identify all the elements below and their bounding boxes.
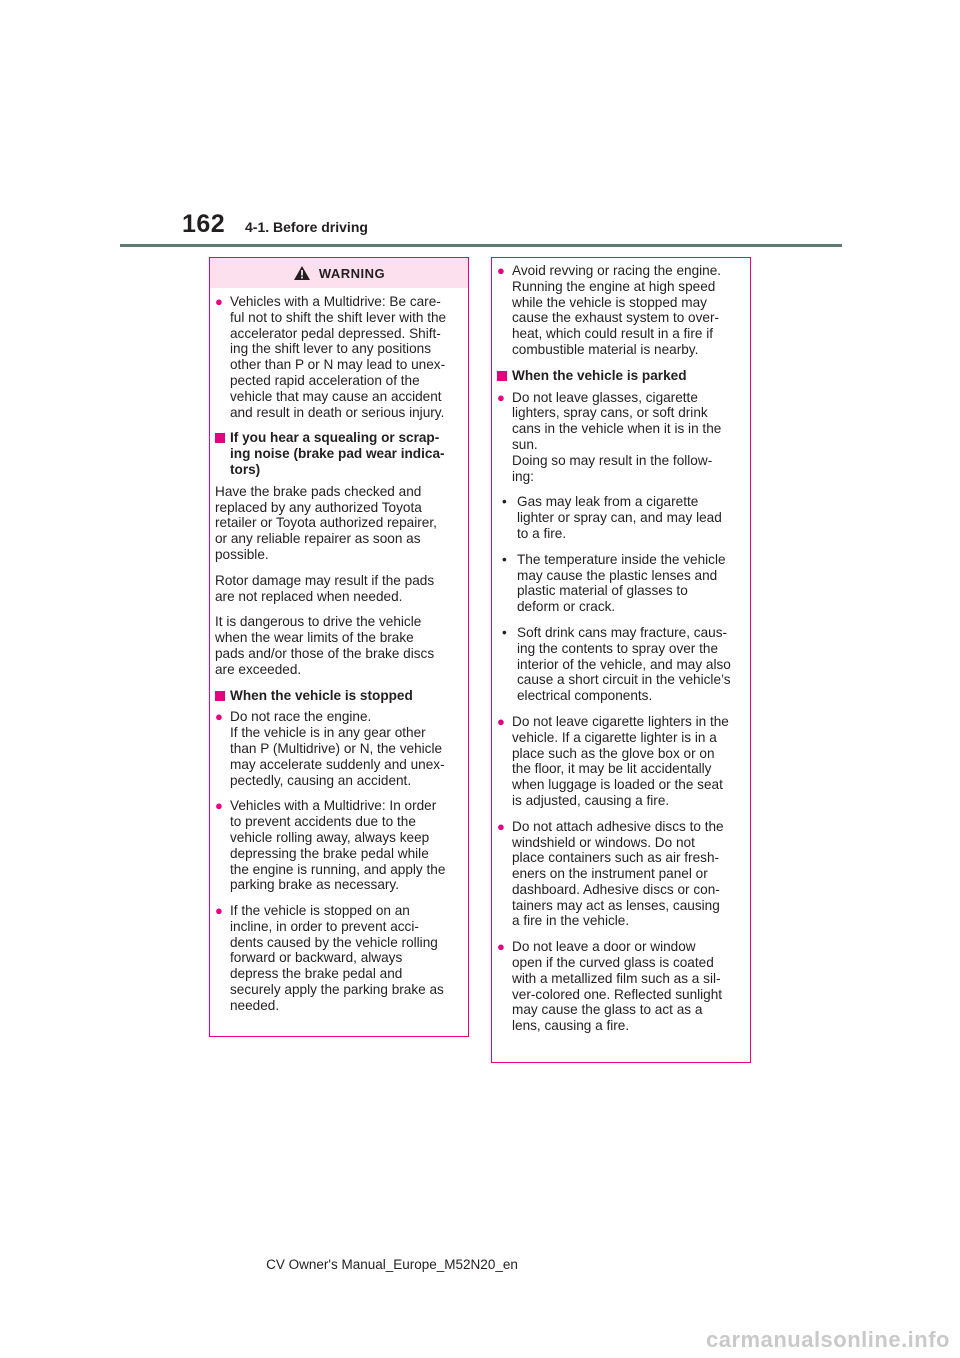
subheading [215,688,463,704]
bullet-icon: ● [215,709,223,725]
list-item [215,709,463,788]
subheading [215,430,463,477]
page-number: 162 [182,210,226,238]
dot-bullet-icon: • [502,624,507,640]
bullet-icon: ● [497,818,505,834]
list-item [497,263,745,358]
warning-title: WARNING [318,265,386,281]
item-text: Vehicles with a Multidrive: In order to prevent accidents due to the vehicle rolling away, always keep depressing the brake pedal while the engine is running, and apply the parking brake as necessary. [230,798,446,893]
sub-list-item [497,552,745,615]
list-item [215,903,463,1014]
sub-list-item [497,625,745,704]
manual-name: CV Owner's Manual_Europe_M52N20_en [266,1257,518,1272]
list-item [215,798,463,893]
list-item [215,294,463,420]
item-text: If the vehicle is stopped on an incline, in order to prevent acci- dents caused by the vehicle rolling forward or backward, always depress the brake pedal and securely apply the parking brake as needed. [230,903,444,1013]
item-text: Do not leave glasses, cigarette lighters, spray cans, or soft drink cans in the vehicle when it is in the sun. Doing so may result in the follow- ing: [512,389,722,484]
section-title: 4-1. Before driving [245,219,368,235]
warning-content-right [492,258,750,1034]
item-text: Do not leave a door or window open if the curved glass is coated with a metallized film such as a sil- ver-colored one. Reflected sunlight may cause the glass to act as a lens, causing a fire. [512,939,723,1034]
bullet-icon: ● [215,798,223,814]
bullet-icon: ● [497,263,505,278]
item-text: Do not race the engine. If the vehicle is in any gear other than P (Multidrive) or N, the vehicle may accelerate suddenly and unex- pectedly, causing an accident. [230,709,445,788]
sub-item-text: The temperature inside the vehicle may cause the plastic lenses and plastic material of glasses to deform or crack. [517,551,726,615]
subheading [497,368,745,384]
square-bullet-icon [215,430,230,477]
item-text: Vehicles with a Multidrive: Be care- ful not to shift the shift lever with the accelerator pedal depressed. Shift- ing the shift lever to any positions other than P or N may lead to unex- pected rapid acceleration of the vehicle that may cause an accident and result in death or serious injury. [230,294,447,420]
header-rule [120,244,842,247]
warning-header [210,258,468,288]
bullet-icon: ● [497,713,505,729]
paragraph: Rotor damage may result if the pads are not replaced when needed. [215,572,435,604]
warning-box-right [491,257,751,1063]
warning-content-left [210,288,468,1014]
item-text: Avoid revving or racing the engine. Running the engine at high speed while the vehicle is stopped may cause the exhaust system to over- heat, which could result in a fire if combustible material is nearby. [512,263,722,357]
paragraph: It is dangerous to drive the vehicle when the wear limits of the brake pads and/or those of the brake discs are exceeded. [215,614,435,677]
bullet-icon: ● [215,903,223,919]
square-bullet-icon [215,688,230,704]
subheading-text: If you hear a squealing or scrap- ing noise (brake pad wear indica- tors) [230,430,445,477]
bullet-icon: ● [215,294,223,309]
item-text: Do not attach adhesive discs to the windshield or windows. Do not place containers such as air fresh- eners on the instrument panel or dashboard. Adhesive discs or con- tainers may act as lenses, causing a fire in the vehicle. [512,818,724,929]
list-item [497,714,745,809]
subheading-text: When the vehicle is parked [512,367,687,383]
bullet-icon: ● [497,389,505,405]
sub-item-text: Soft drink cans may fracture, caus- ing the contents to spray over the interior of the vehicle, and may also cause a short circuit in the vehicle’s electrical components. [517,624,731,704]
list-item [497,939,745,1034]
footer [0,1257,960,1272]
bullet-icon: ● [497,939,505,955]
list-item [497,819,745,930]
sub-item-text: Gas may leak from a cigarette lighter or spray can, and may lead to a fire. [517,494,722,541]
item-text: Do not leave cigarette lighters in the vehicle. If a cigarette lighter is in a place such as the glove box or on the floor, it may be lit accidentally when luggage is loaded or the seat is adjusted, causing a fire. [512,713,729,808]
sub-list-item [497,494,745,541]
square-bullet-icon [497,368,512,384]
paragraph: Have the brake pads checked and replaced by any authorized Toyota retailer or Toyota authorized repairer, or any reliable repairer as soon as possible. [215,483,437,562]
watermark: carmanualsonline.info [706,1327,950,1352]
dot-bullet-icon: • [502,494,507,510]
warning-triangle-icon [293,265,311,281]
warning-box-left [209,257,469,1037]
subheading-text: When the vehicle is stopped [230,687,413,703]
dot-bullet-icon: • [502,551,507,567]
list-item [497,390,745,485]
